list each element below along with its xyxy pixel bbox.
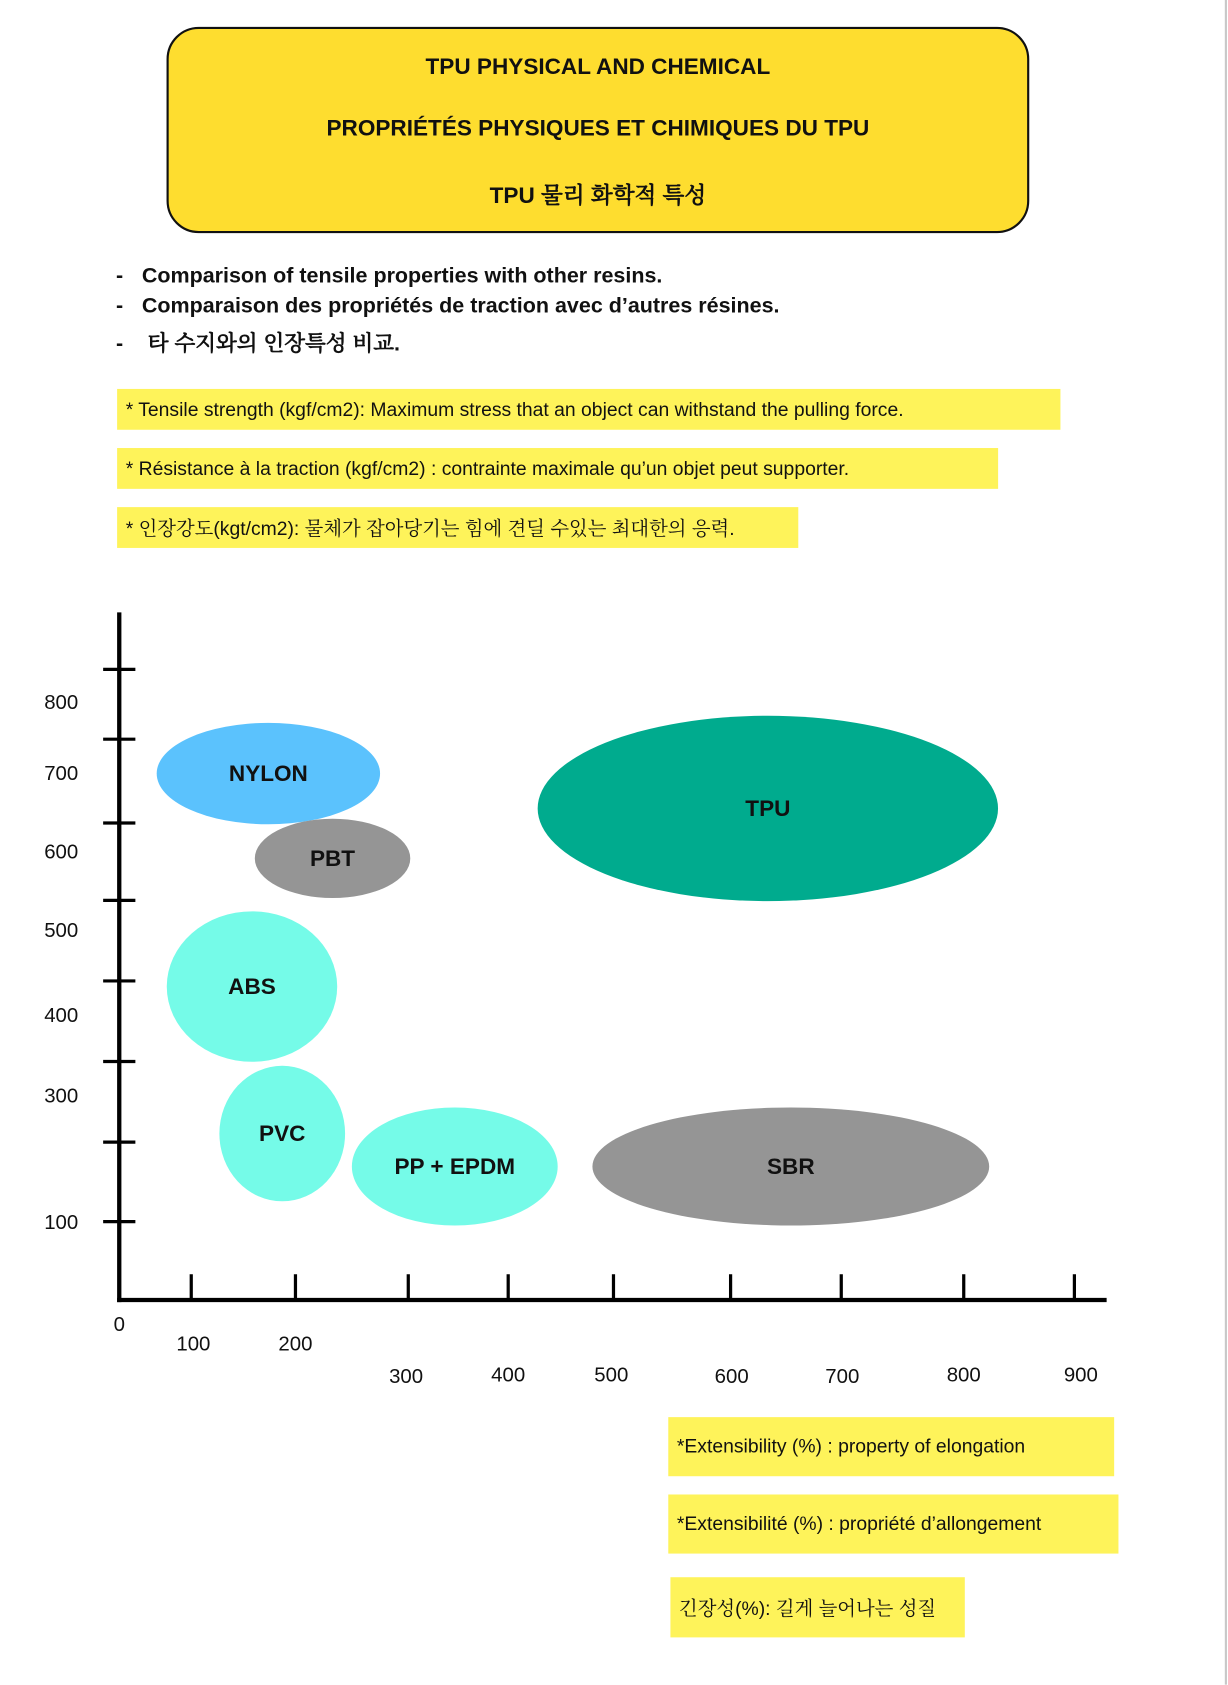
bullet-dash: -	[116, 331, 124, 356]
x-origin-label: 0	[113, 1314, 125, 1337]
x-tick-label: 300	[389, 1365, 424, 1388]
title-french: PROPRIÉTÉS PHYSIQUES ET CHIMIQUES DU TPU	[326, 116, 870, 141]
x-tick-label: 200	[278, 1333, 313, 1356]
region-label-abs: ABS	[228, 974, 276, 1000]
y-tick-label: 300	[44, 1085, 79, 1108]
region-label-sbr: SBR	[767, 1154, 815, 1180]
region-label-tpu: TPU	[745, 795, 791, 821]
region-label-nylon: NYLON	[228, 761, 308, 787]
bullet-text: 타 수지와의 인장특성 비교.	[141, 331, 401, 356]
y-tick-label: 800	[44, 692, 79, 715]
region-label-pbt: PBT	[309, 845, 356, 871]
x-note-english: *Extensibility (%) : property of elongation	[668, 1417, 1114, 1476]
x-tick-label: 800	[946, 1364, 981, 1387]
region-label-pvc: PVC	[259, 1121, 306, 1147]
y-tick-label: 500	[44, 919, 79, 942]
bullet-text: Comparaison des propriétés de traction avec d’autres résines.	[141, 294, 780, 319]
x-note-french: *Extensibilité (%) : propriété d’allongement	[668, 1494, 1118, 1553]
bullet-dash: -	[116, 294, 124, 319]
y-tick-label: 100	[44, 1212, 79, 1235]
x-tick-label: 400	[491, 1364, 526, 1387]
y-note-korean: * 인장강도(kgt/cm2): 물체가 잡아당기는 힘에 견딜 수있는 최대한의 응력.	[117, 507, 798, 548]
bullet-text: Comparison of tensile properties with other resins.	[141, 264, 663, 288]
x-tick-label: 700	[825, 1365, 860, 1388]
title-english: TPU PHYSICAL AND CHEMICAL	[425, 54, 771, 80]
x-tick-label: 900	[1063, 1364, 1098, 1387]
y-tick-label: 600	[44, 841, 79, 864]
y-note-french: * Résistance à la traction (kgf/cm2) : contrainte maximale qu’un objet peut supporter.	[117, 448, 998, 489]
region-label-pp-epdm: PP + EPDM	[394, 1154, 516, 1180]
title-korean: TPU 물리 화학적 특성	[489, 183, 707, 209]
y-note-english: * Tensile strength (kgf/cm2): Maximum stress that an object can withstand the pulling force.	[117, 389, 1060, 430]
y-tick-label: 700	[44, 763, 79, 786]
x-tick-label: 100	[176, 1333, 211, 1356]
bullet-dash: -	[116, 264, 124, 288]
x-tick-label: 600	[714, 1365, 749, 1388]
x-note-korean: 긴장성(%): 길게 늘어나는 성질	[670, 1577, 964, 1637]
x-tick-label: 500	[594, 1364, 629, 1387]
y-tick-label: 400	[44, 1004, 79, 1027]
